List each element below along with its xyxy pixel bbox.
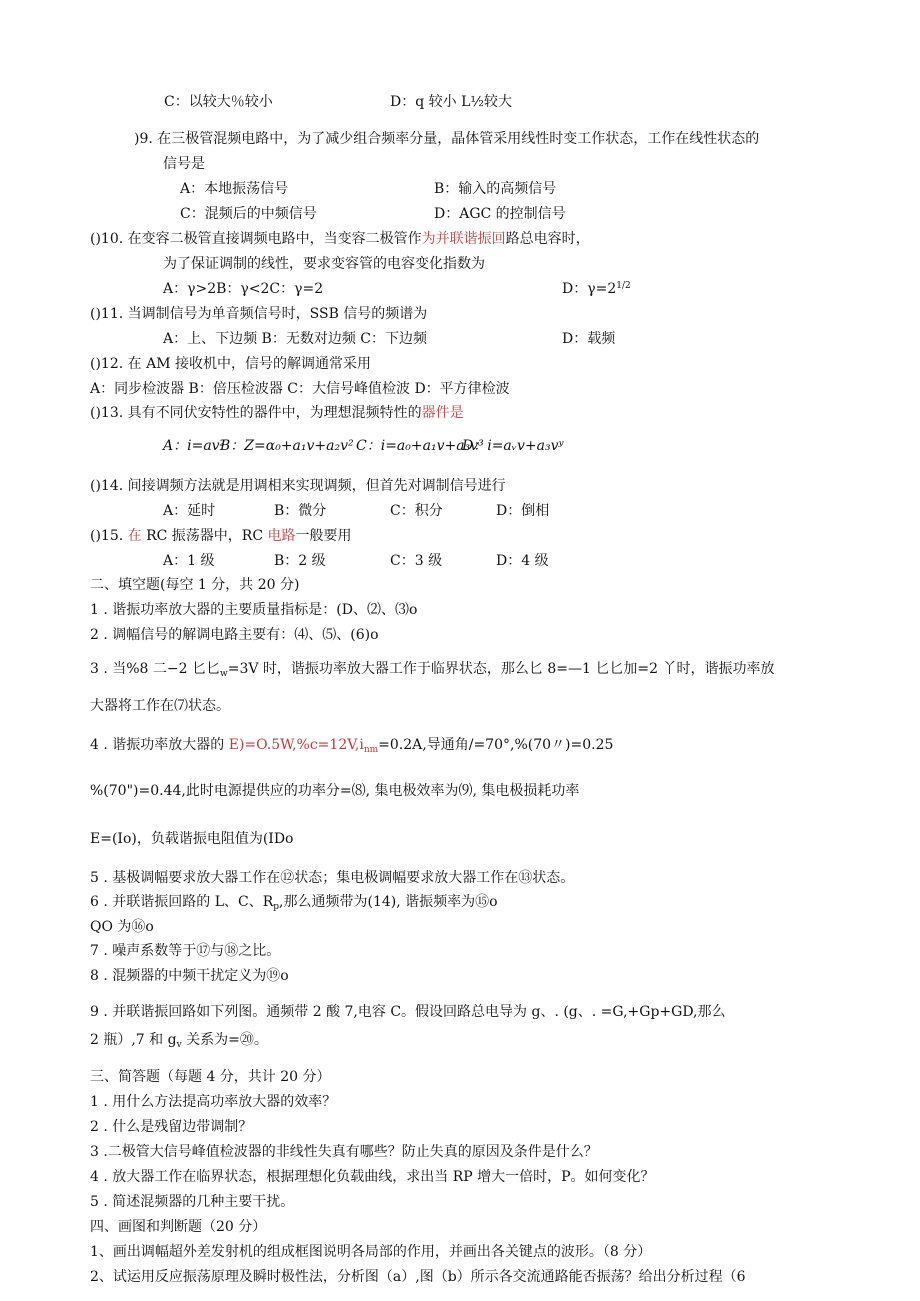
highlight-text: 为并联谐振回 bbox=[421, 231, 506, 247]
fill-6-cont: QO 为⑯o bbox=[90, 919, 154, 935]
fill-3-cont: 大器将工作在⑺状态。 bbox=[90, 698, 230, 714]
fill-9-cont: 2 瓶）,7 和 $g_v$ 关系为=⑳。 bbox=[90, 1032, 268, 1050]
short-answer-5: 5 . 简述混频器的几种主要干扰。 bbox=[90, 1194, 295, 1210]
q10-options: A：γ>2B：γ<2C：γ=2 bbox=[163, 281, 324, 297]
question-10-cont: 为了保证调制的线性，要求变容管的电容变化指数为 bbox=[163, 256, 485, 272]
highlight-text: 器件是 bbox=[421, 405, 464, 421]
option-d: D：q 较小 L½较大 bbox=[390, 94, 512, 110]
short-answer-3: 3 .二极管大信号峰值检波器的非线性失真有哪些？防止失真的原因及条件是什么？ bbox=[90, 1144, 598, 1160]
q11-option-d: D：载频 bbox=[562, 331, 616, 347]
q13-option-d: D：i=aᵥv+a₃vʸ bbox=[462, 438, 564, 454]
option-c: C：以较大％较小 bbox=[164, 94, 273, 110]
q15-option-a: A：1 级 bbox=[163, 553, 215, 569]
q9-option-c: C：混频后的中频信号 bbox=[180, 206, 317, 222]
fill-1: 1 . 谐振功率放大器的主要质量指标是：(D、⑵、⑶o bbox=[90, 602, 418, 618]
fill-9: 9 . 并联谐振回路如下列图。通频带 2 酸 7,电容 C。假设回路总电导为 g、. (g、. =G,+Gp+GD,那么 bbox=[90, 1004, 726, 1020]
fill-7: 7 . 噪声系数等于⑰与⑱之比。 bbox=[90, 943, 281, 959]
q9-option-b: B：输入的高频信号 bbox=[434, 181, 557, 197]
fill-4-cont2: E=(Io)，负载谐振电阻值为(IDo bbox=[90, 831, 294, 847]
short-answer-1: 1 . 用什么方法提高功率放大器的效率？ bbox=[90, 1094, 337, 1110]
fill-6: 6 . 并联谐振回路的 L、C、$R_p$,那么通频带为(14), 谐振频率为⑮o bbox=[90, 894, 498, 912]
question-10: ()10. 在变容二极管直接调频电路中，当变容二极管作为并联谐振回路总电容时， bbox=[90, 231, 590, 247]
q10-option-d: D：$\gamma=2^{1/2}$ bbox=[562, 281, 631, 297]
drawing-1: 1、画出调幅超外差发射机的组成框图说明各局部的作用，并画出各关键点的波形。（8 分） bbox=[90, 1244, 652, 1260]
section-2-title: 二、填空题(每空 1 分，共 20 分) bbox=[90, 577, 300, 593]
fill-3: 3 . 当%8 二−2 匕匕$_w$=3V 时，谐振功率放大器工作于临界状态，那么匕 8=—1 匕匕加=2 丫时，谐振功率放 bbox=[90, 661, 775, 679]
q14-option-d: D：倒相 bbox=[496, 503, 550, 519]
q13-option-a: A：i=av² bbox=[163, 438, 226, 454]
fill-2: 2 . 调幅信号的解调电路主要有：⑷、⑸、(6)o bbox=[90, 627, 379, 643]
q14-option-b: B：微分 bbox=[274, 503, 327, 519]
question-11: ()11. 当调制信号为单音频信号时，SSB 信号的频谱为 bbox=[90, 306, 428, 322]
short-answer-4: 4 . 放大器工作在临界状态，根据理想化负载曲线，求出当 RP 增大一倍时，P。如何变化？ bbox=[90, 1169, 655, 1185]
question-12: ()12. 在 AM 接收机中，信号的解调通常采用 bbox=[90, 356, 371, 372]
q11-options: A：上、下边频 B：无数对边频 C：下边频 bbox=[163, 331, 428, 347]
short-answer-2: 2 . 什么是残留边带调制？ bbox=[90, 1119, 253, 1135]
question-14: ()14. 间接调频方法就是用调相来实现调频，但首先对调制信号进行 bbox=[90, 478, 506, 494]
q14-option-c: C：积分 bbox=[390, 503, 443, 519]
q9-option-d: D：AGC 的控制信号 bbox=[434, 206, 566, 222]
section-3-title: 三、简答题（每题 4 分，共计 20 分） bbox=[90, 1069, 331, 1085]
q13-option-b: B：Z=α₀+a₁v+a₂v² bbox=[220, 438, 354, 454]
q14-option-a: A：延时 bbox=[163, 503, 216, 519]
question-15: ()15. 在 RC 振荡器中，RC 电路一般要用 bbox=[90, 528, 352, 544]
fill-4-cont: %(70")=0.44,此时电源提供应的功率分=⑻, 集电极效率为⑼, 集电极损耗功率 bbox=[90, 783, 580, 799]
question-9-cont: 信号是 bbox=[163, 156, 205, 172]
q12-options: A：同步检波器 B：倍压检波器 C：大信号峰值检波 D：平方律检波 bbox=[90, 381, 510, 397]
q15-option-b: B：2 级 bbox=[274, 553, 326, 569]
fill-8: 8 . 混频器的中频干扰定义为⑲o bbox=[90, 968, 289, 984]
section-4-title: 四、画图和判断题（20 分） bbox=[90, 1219, 267, 1235]
q15-option-d: D：4 级 bbox=[496, 553, 549, 569]
question-9: )9. 在三极管混频电路中，为了减少组合频率分量，晶体管采用线性时变工作状态，工作在线性状态的 bbox=[134, 131, 760, 147]
q15-option-c: C：3 级 bbox=[390, 553, 443, 569]
fill-5: 5 . 基极调幅要求放大器工作在⑫状态；集电极调幅要求放大器工作在⑬状态。 bbox=[90, 870, 575, 886]
q9-option-a: A：本地振荡信号 bbox=[180, 181, 289, 197]
question-13: ()13. 具有不同伏安特性的器件中，为理想混频特性的器件是 bbox=[90, 405, 464, 421]
fill-4: 4 . 谐振功率放大器的 $E)=O.5W,\%c=12V,i_{nm}=0.2A$,导通角/=70°,%(70〃)=0.25 bbox=[90, 737, 614, 755]
q13-option-c: C：i=a₀+a₁v+a₃v³ bbox=[356, 438, 484, 454]
drawing-2: 2、试运用反应振荡原理及瞬时极性法，分析图（a）,图（b）所示各交流通路能否振荡？给出分析过程（6 bbox=[90, 1269, 746, 1285]
